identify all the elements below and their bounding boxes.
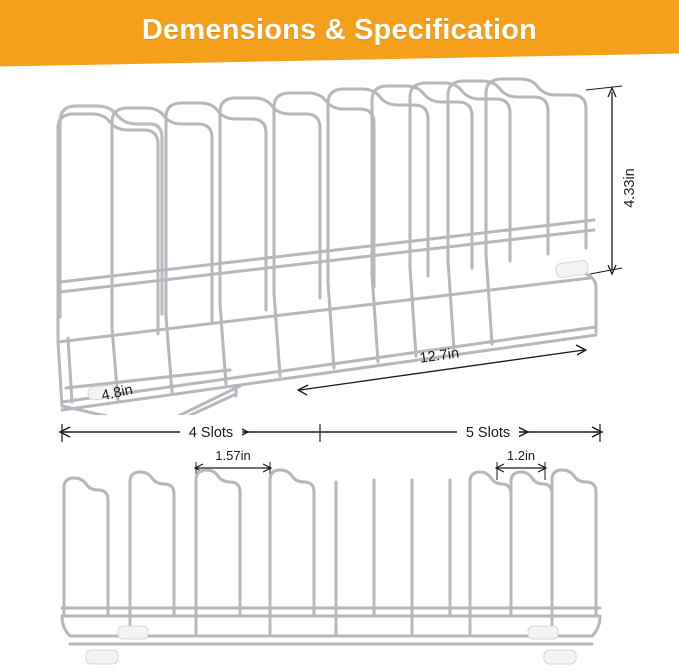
slot-group-dimensions bbox=[60, 422, 602, 442]
perspective-figure bbox=[0, 70, 679, 415]
left-spacing-label: 1.57in bbox=[215, 448, 251, 463]
foot-right-outer bbox=[544, 650, 576, 664]
front-view-divider-group bbox=[64, 470, 596, 615]
header-banner bbox=[0, 0, 679, 70]
foot-left-outer bbox=[86, 650, 118, 664]
foot-left-inner bbox=[118, 626, 148, 639]
page-title: Demensions & Specification bbox=[141, 14, 538, 46]
perspective-drawing bbox=[0, 70, 679, 415]
dimension-height-label: 4.33in bbox=[622, 168, 638, 208]
divider-group bbox=[58, 79, 586, 342]
foot-right-back bbox=[555, 260, 589, 278]
dimension-depth-label: 4.8in bbox=[100, 381, 135, 405]
right-spacing-label: 1.2in bbox=[506, 448, 536, 463]
dimension-length-label: 12.7in bbox=[418, 345, 461, 367]
dimension-height bbox=[586, 86, 638, 274]
left-slot-group-label: 4 Slots bbox=[188, 425, 234, 441]
dimension-right-spacing bbox=[496, 448, 546, 480]
front-view-drawing bbox=[0, 410, 679, 671]
dimension-left-spacing bbox=[195, 448, 271, 480]
foot-right-inner bbox=[528, 626, 558, 639]
right-slot-group-label: 5 Slots bbox=[465, 425, 511, 441]
front-view-figure bbox=[0, 410, 679, 671]
